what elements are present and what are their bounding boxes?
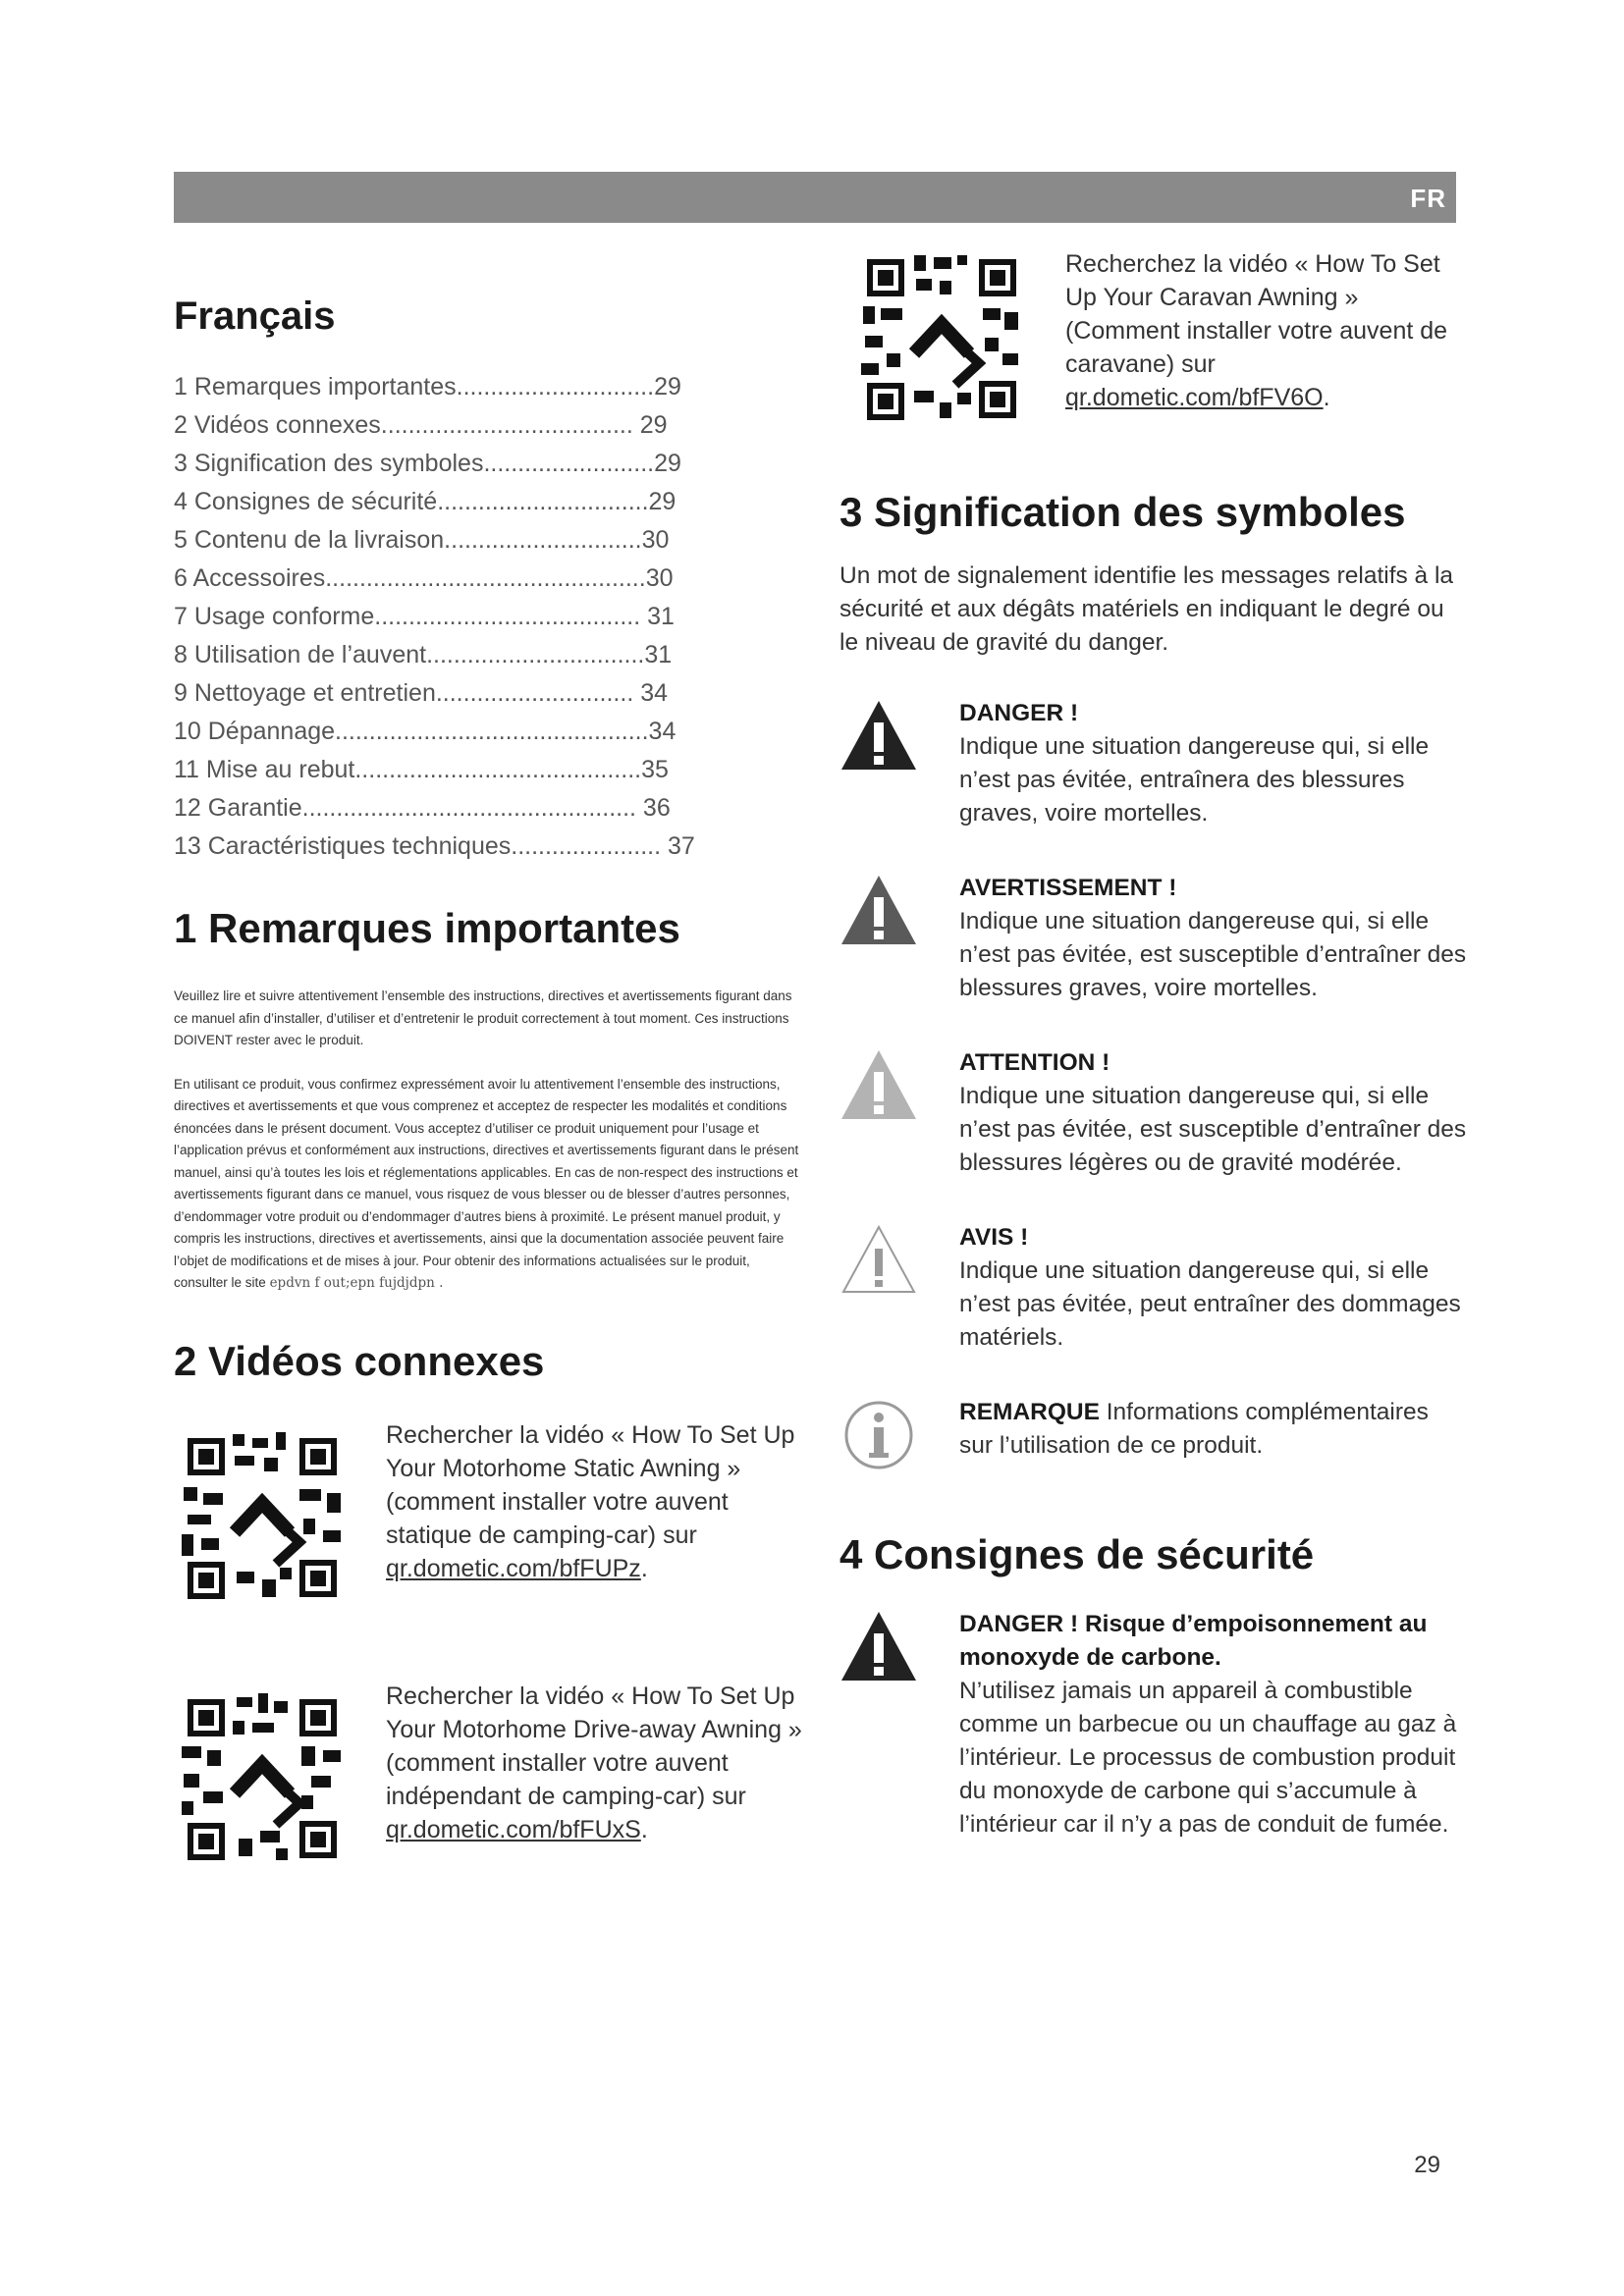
video-3-link[interactable]: qr.dometic.com/bfFV6O — [1065, 384, 1324, 411]
qr-code-icon[interactable] — [174, 1424, 351, 1611]
warning-icon — [839, 872, 918, 950]
video-2 — [174, 1682, 802, 1872]
info-icon — [839, 1396, 918, 1474]
right-column — [839, 245, 1468, 1842]
toc-item[interactable]: 7 Usage conforme....................................... 31 — [174, 603, 675, 630]
note-text — [959, 1396, 1468, 1463]
section-1-title: 1 Remarques importantes — [174, 905, 680, 951]
symbol-description: Indique une situation dangereuse qui, si elle n’est pas évitée, entraînera des blessures graves, voire mortelles. — [959, 733, 1430, 827]
section-3-intro: Un mot de signalement identifie les messages relatifs à la sécurité et aux dégâts matériels en indiquant le degré ou le niveau de gravité du danger. — [839, 562, 1454, 656]
note-description: Informations complémentaires sur l’utilisation de ce produit. — [959, 1399, 1429, 1459]
section-1-paragraph-1: Veuillez lire et suivre attentivement l’ensemble des instructions, directives et avertissements figurant dans ce manuel afin d’installer, d’utiliser et d’entretenir le produit correctement à tout moment. Ces instructions DOIVENT rester avec le produit. — [174, 988, 792, 1047]
video-1 — [174, 1420, 802, 1611]
symbol-label: DANGER ! — [959, 700, 1079, 726]
toc-item[interactable]: 2 Vidéos connexes..................................... 29 — [174, 411, 668, 439]
symbol-description: Indique une situation dangereuse qui, si elle n’est pas évitée, est susceptible d’entraîner des blessures graves, voire mortelles. — [959, 908, 1467, 1001]
note-label: REMARQUE — [959, 1399, 1100, 1425]
danger-icon — [839, 697, 918, 775]
safety-warning-description: N’utilisez jamais un appareil à combustible comme un barbecue ou un chauffage au gaz à l’intérieur. Le processus de combustion produit du monoxyde de carbone qui s’accumule à l’intérieur car il n’y a pas de conduit de fumée. — [959, 1678, 1457, 1838]
symbol-note — [839, 1396, 1468, 1474]
table-of-contents — [174, 368, 802, 866]
caution-icon — [839, 1046, 918, 1125]
video-2-description: Rechercher la vidéo « How To Set Up Your Motorhome Drive-away Awning » (comment installer votre auvent indépendant de camping-car) sur qr.dometic.com/bfFUxS. — [386, 1682, 802, 1843]
toc-item[interactable]: 3 Signification des symboles.........................29 — [174, 450, 681, 477]
qr-code-icon[interactable] — [174, 1685, 351, 1872]
website-text-garbled: epdvn f out;epn fujdjdpn . — [269, 1275, 444, 1291]
language-code: FR — [1410, 184, 1446, 213]
toc-item[interactable]: 9 Nettoyage et entretien............................. 34 — [174, 679, 669, 707]
video-1-link[interactable]: qr.dometic.com/bfFUPz — [386, 1554, 641, 1582]
toc-item[interactable]: 13 Caractéristiques techniques...................... 37 — [174, 832, 695, 860]
symbol-label: AVIS ! — [959, 1224, 1029, 1251]
language-title: Français — [174, 294, 336, 338]
symbol-label: AVERTISSEMENT ! — [959, 875, 1177, 901]
toc-item[interactable]: 12 Garantie................................................. 36 — [174, 794, 671, 822]
page-number: 29 — [1414, 2152, 1440, 2178]
toc-item[interactable]: 1 Remarques importantes.............................29 — [174, 373, 681, 400]
toc-item[interactable]: 4 Consignes de sécurité...............................29 — [174, 488, 677, 515]
symbol-caution — [839, 1046, 1468, 1180]
symbol-warning — [839, 872, 1468, 1005]
danger-icon — [839, 1608, 918, 1686]
notice-icon — [839, 1221, 918, 1300]
toc-item[interactable]: 5 Contenu de la livraison.............................30 — [174, 526, 670, 554]
section-3-title: 3 Signification des symboles — [839, 489, 1406, 535]
qr-code-icon[interactable] — [853, 245, 1030, 432]
toc-item[interactable]: 8 Utilisation de l’auvent................................31 — [174, 641, 673, 668]
video-2-link[interactable]: qr.dometic.com/bfFUxS — [386, 1815, 641, 1843]
safety-warning — [839, 1608, 1468, 1842]
section-1-paragraph-2: En utilisant ce produit, vous confirmez expressément avoir lu attentivement l’ensemble des instructions, directives et avertissements et que vous comprenez et acceptez de respecter les modalités et conditions énoncées dans le présent document. Vous acceptez d’utiliser ce produit uniquement pour l’usage et l’application prévus et conformément aux instructions, directives et avertissements figurant dans le présent manuel, ainsi qu’à toutes les lois et réglementations applicables. En cas de non-respect des instructions et avertissements figurant dans ce manuel, vous risquez de vous blesser ou de blesser d’autres personnes, d’endommager votre produit ou d’endommager d’autres biens à proximité. Le présent manuel produit, y compris les instructions, directives et avertissements, ainsi que la documentation associée peuvent faire l’objet de modifications et de mises à jour. Pour obtenir des informations actualisées sur le produit, consulter le site epdvn f out;epn fujdjdpn . — [174, 1076, 799, 1291]
video-3 — [853, 245, 1468, 432]
toc-item[interactable]: 11 Mise au rebut..........................................35 — [174, 756, 669, 783]
toc-item[interactable]: 6 Accessoires...............................................30 — [174, 564, 674, 592]
symbol-notice — [839, 1221, 1468, 1355]
header-bar — [174, 172, 1456, 223]
symbol-label: ATTENTION ! — [959, 1049, 1110, 1076]
symbol-danger — [839, 697, 1468, 830]
left-column — [174, 285, 802, 1872]
safety-warning-title: DANGER ! Risque d’empoisonnement au monoxyde de carbone. — [959, 1611, 1428, 1671]
section-4-title: 4 Consignes de sécurité — [839, 1531, 1315, 1577]
symbol-description: Indique une situation dangereuse qui, si elle n’est pas évitée, est susceptible d’entraîner des blessures légères ou de gravité modérée. — [959, 1083, 1467, 1176]
video-3-description: Recherchez la vidéo « How To Set Up Your Caravan Awning » (Comment installer votre auvent de caravane) sur qr.dometic.com/bfFV6O. — [1065, 250, 1448, 411]
video-1-description: Rechercher la vidéo « How To Set Up Your Motorhome Static Awning » (comment installer votre auvent statique de camping-car) sur qr.dometic.com/bfFUPz. — [386, 1420, 795, 1582]
toc-item[interactable]: 10 Dépannage..............................................34 — [174, 718, 677, 745]
section-2-title: 2 Vidéos connexes — [174, 1337, 545, 1384]
symbol-description: Indique une situation dangereuse qui, si elle n’est pas évitée, peut entraîner des dommages matériels. — [959, 1257, 1461, 1351]
